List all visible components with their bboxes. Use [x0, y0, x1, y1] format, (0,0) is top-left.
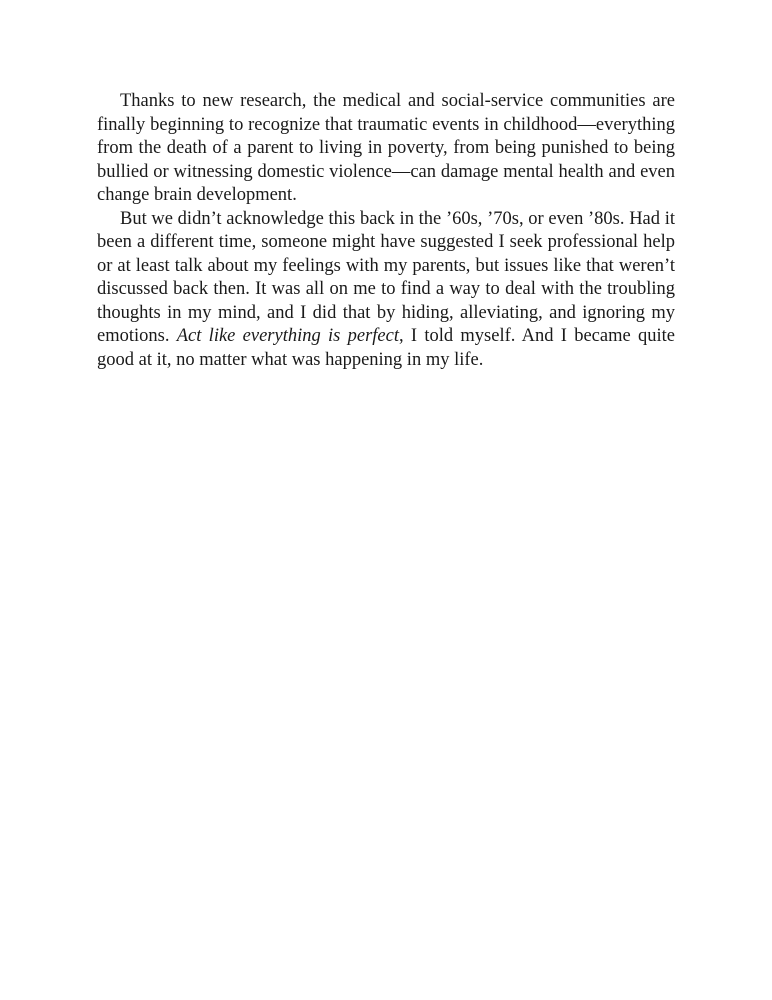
paragraph-2 — [97, 208, 675, 373]
body-text — [97, 90, 675, 372]
paragraph-1 — [97, 90, 675, 208]
paragraph-2-text-after: , I told myself. And I became quite good at it, no matter what was happening in my life. — [97, 326, 675, 370]
paragraph-2-italic-phrase: Act like everything is perfect — [176, 326, 399, 346]
paragraph-2-text-before: But we didn’t acknowledge this back in the ’60s, ’70s, or even ’80s. Had it been a different time, someone might have suggested I seek professional help or at least talk about my feelings with my parents, but issues like that weren’t discussed back then. It was all on me to find a way to deal with the troubling thoughts in my mind, and I did that by hiding, alleviating, and ignoring my emotions. — [97, 208, 675, 346]
paragraph-1-text: Thanks to new research, the medical and social-service communities are finally beginning to recognize that traumatic events in childhood—everything from the death of a parent to living in poverty, from being punished to being bullied or witnessing domestic violence—can damage mental health and even change brain development. — [97, 91, 675, 205]
